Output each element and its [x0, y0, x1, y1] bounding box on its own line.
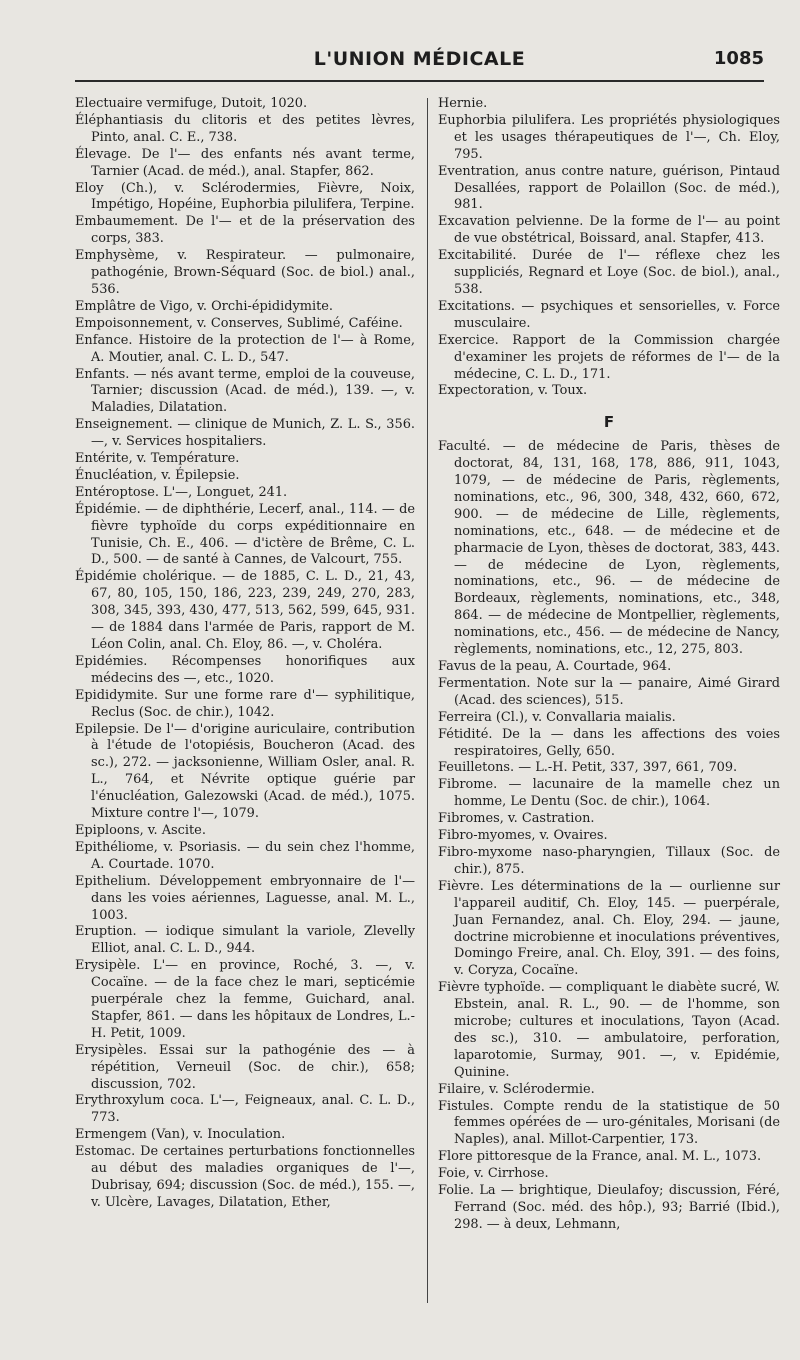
index-entry: Erythroxylum coca. L'—, Feigneaux, anal. C. L. D., 773. [75, 1093, 415, 1126]
index-entry: Foie, v. Cirrhose. [438, 1166, 549, 1182]
index-entry: Erysipèles. Essai sur la pathogénie des — à répétition, Verneuil (Soc. de chir.), 658; discussion, 702. [75, 1042, 415, 1092]
index-entry: Electuaire vermifuge, Dutoit, 1020. [75, 96, 308, 111]
index-entry: Enfance. Histoire de la protection de l'— à Rome, A. Moutier, anal. C. L. D., 547. [75, 332, 415, 365]
index-entry: Exercice. Rapport de la Commission chargée d'examiner les projets de réformes de l'— de la médecine, C. L. D., 171. [438, 332, 780, 382]
index-entry: Fibrome. — lacunaire de la mamelle chez un homme, Le Dentu (Soc. de chir.), 1064. [438, 777, 780, 810]
column-divider [427, 98, 428, 1303]
index-entry: Expectoration, v. Toux. [438, 383, 588, 399]
page-header [75, 40, 764, 82]
right-column-entries-e [438, 96, 780, 400]
index-entry: Épidémie cholérique. — de 1885, C. L. D., 21, 43, 67, 80, 105, 150, 186, 223, 239, 249, 270, 283, 308, 345, 393, 430, 477, 513, 562, 599, 645, 931. — de 1884 dans l'armée de Paris, rapport de M. Léon Colin, anal. Ch. Eloy, 86. —, v. Choléra. [75, 569, 415, 652]
section-letter-f: F [603, 413, 615, 432]
index-entry: Empoisonnement, v. Conserves, Sublimé, Caféine. [75, 315, 403, 331]
index-entry: Fibro-myxome naso-pharyngien, Tillaux (Soc. de chir.), 875. [438, 844, 780, 877]
index-entry: Fermentation. Note sur la — panaire, Aimé Girard (Acad. des sciences), 515. [438, 675, 780, 708]
left-column [75, 96, 415, 1212]
index-entry: Épidémie. — de diphthérie, Lecerf, anal., 114. — de fièvre typhoïde du corps expéditionnaire en Tunisie, Ch. E., 406. — d'ictère de Brême, C. L. D., 500. — de santé à Cannes, de Valcourt, 755. [75, 501, 415, 568]
right-column-entries-f [438, 439, 780, 1234]
index-entry: Eruption. — iodique simulant la variole, Zlevelly Elliot, anal. C. L. D., 944. [75, 924, 415, 957]
index-entry: Élevage. De l'— des enfants nés avant terme, Tarnier (Acad. de méd.), anal. Stapfer, 862. [75, 146, 415, 179]
index-entry: Fistules. Compte rendu de la statistique de 50 femmes opérées de — uro-génitales, Morisani (de Naples), anal. Millot-Carpentier, 173. [438, 1098, 780, 1148]
index-entry: Emphysème, v. Respirateur. — pulmonaire, pathogénie, Brown-Séquard (Soc. de biol.) anal., 536. [75, 248, 415, 297]
index-entry: Favus de la peau, A. Courtade, 964. [438, 659, 672, 674]
index-entry: Entérite, v. Température. [75, 451, 240, 467]
index-entry: Feuilletons. — L.-H. Petit, 337, 397, 661, 709. [438, 760, 738, 776]
index-entry: Entéroptose. L'—, Longuet, 241. [75, 484, 288, 500]
index-entry: Fièvre typhoïde. — compliquant le diabète sucré, W. Ebstein, anal. R. L., 90. — de l'homme, son microbe; cultures et inoculations, Tayon (Acad. des sc.), 310. — ambulatoire, perforation, laparotomie, Surmay, 901. —, v. Epidémie, Quinine. [438, 980, 780, 1080]
index-entry: Enseignement. — clinique de Munich, Z. L. S., 356. —, v. Services hospitaliers. [75, 417, 415, 450]
journal-title: L'UNION MÉDICALE [313, 48, 526, 70]
index-entry: Faculté. — de médecine de Paris, thèses de doctorat, 84, 131, 168, 178, 886, 911, 1043, 1079, — de médecine de Paris, règlements, nominations, etc., 96, 300, 348, 432, 660, 672, 900. — de médecine de Lille, règlements, nominations, etc., 648. — de médecine et de pharmacie de Lyon, thèses de doctorat, 383, 443. — de médecine de Lyon, règlements, nominations, etc., 96. — de médecine de Bordeaux, règlements, nominations, etc., 348, 864. — de médecine de Montpellier, règlements, nominations, etc., 456. — de médecine de Nancy, règlements, nominations, etc., 12, 275, 803. [438, 439, 780, 658]
index-entry: Epiploons, v. Ascite. [75, 822, 206, 838]
index-entry: Flore pittoresque de la France, anal. M. L., 1073. [438, 1149, 762, 1165]
index-entry: Embaumement. De l'— et de la préservation des corps, 383. [75, 214, 415, 247]
index-entry: Epilepsie. De l'— d'origine auriculaire, contribution à l'étude de l'otopiésis, Boucheron (Acad. des sc.), 272. — jacksonienne, William Osler, anal. R. L., 764, et Névrite optique guérie par l'énucléation, Galezowski (Acad. de méd.), 1075. Mixture contre l'—, 1079. [75, 721, 415, 822]
index-entry: Éléphantiasis du clitoris et des petites lèvres, Pinto, anal. C. E., 738. [75, 112, 415, 145]
index-entry: Epidémies. Récompenses honorifiques aux médecins des —, etc., 1020. [75, 653, 415, 686]
page-number: 1085 [713, 48, 764, 69]
index-entry: Erysipèle. L'— en province, Roché, 3. —, v. Cocaïne. — de la face chez le mari, septicémie puerpérale chez la femme, Guichard, anal. Stapfer, 861. — dans les hôpitaux de Londres, L.-H. Petit, 1009. [75, 958, 415, 1041]
index-entry: Fibromes, v. Castration. [438, 811, 595, 827]
index-entry: Emplâtre de Vigo, v. Orchi-épididymite. [75, 298, 333, 314]
index-entry: Enfants. — nés avant terme, emploi de la couveuse, Tarnier; discussion (Acad. de méd.), 139. —, v. Maladies, Dilatation. [75, 366, 415, 416]
index-entry: Folie. La — brightique, Dieulafoy; discussion, Féré, Ferrand (Soc. méd. des hôp.), 93; Barrié (Ibid.), 298. — à deux, Lehmann, [438, 1183, 780, 1232]
index-entry: Excitabilité. Durée de l'— réflexe chez les suppliciés, Regnard et Loye (Soc. de biol.), anal., 538. [438, 248, 780, 297]
index-entry: Eloy (Ch.), v. Sclérodermies, Fièvre, Noix, Impétigo, Hopéine, Euphorbia pilulifera, Terpine. [75, 180, 415, 213]
index-entry: Filaire, v. Sclérodermie. [438, 1081, 595, 1097]
index-entry: Hernie. [438, 96, 488, 111]
index-entry: Excavation pelvienne. De la forme de l'— au point de vue obstétrical, Boissard, anal. Stapfer, 413. [438, 214, 780, 247]
index-entry: Epididymite. Sur une forme rare d'— syphilitique, Reclus (Soc. de chir.), 1042. [75, 687, 415, 720]
index-entry: Ferreira (Cl.), v. Convallaria maialis. [438, 709, 676, 725]
index-entry: Fièvre. Les déterminations de la — ourlienne sur l'appareil auditif, Ch. Eloy, 145. — puerpérale, Juan Fernandez, anal. Ch. Eloy, 294. — jaune, doctrine microbienne et inoculations préventives, Domingo Freire, anal. Ch. Eloy, 391. — des foins, v. Coryza, Cocaïne. [438, 878, 780, 979]
index-entry: Eventration, anus contre nature, guérison, Pintaud Desallées, rapport de Polaillon (Soc. de méd.), 981. [438, 163, 780, 213]
index-entry: Epithéliome, v. Psoriasis. — du sein chez l'homme, A. Courtade. 1070. [75, 839, 415, 872]
index-entry: Fétidité. De la — dans les affections des voies respiratoires, Gelly, 650. [438, 726, 780, 759]
index-entry: Fibro-myomes, v. Ovaires. [438, 828, 608, 844]
right-column [438, 96, 780, 1234]
index-entry: Énucléation, v. Épilepsie. [75, 467, 240, 483]
index-entry: Ermengem (Van), v. Inoculation. [75, 1127, 286, 1143]
index-entry: Excitations. — psychiques et sensorielles, v. Force musculaire. [438, 298, 780, 331]
index-entry: Euphorbia pilulifera. Les propriétés physiologiques et les usages thérapeutiques de l'—, Ch. Eloy, 795. [438, 112, 780, 162]
index-entry: Estomac. De certaines perturbations fonctionnelles au début des maladies organiques de l'—, Dubrisay, 694; discussion (Soc. de méd.), 155. —, v. Ulcère, Lavages, Dilatation, Ether, [75, 1144, 415, 1210]
index-entry: Epithelium. Développement embryonnaire de l'— dans les voies aériennes, Laguesse, anal. M. L., 1003. [75, 873, 415, 923]
